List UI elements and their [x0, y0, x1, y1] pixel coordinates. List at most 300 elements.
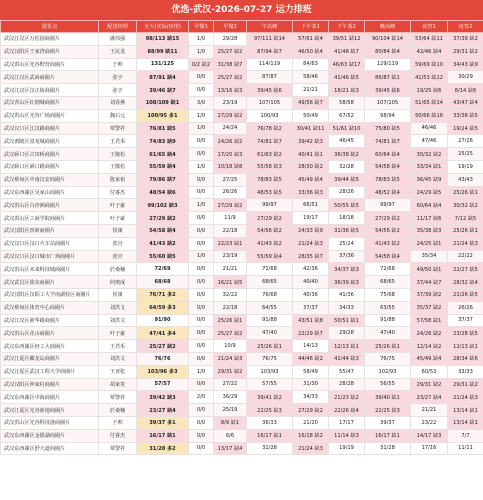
manager-cell: 何奥成	[99, 276, 137, 289]
shift-cell: 57/61 缺4	[293, 33, 329, 46]
shift-cell: 29/31 缺2	[214, 365, 247, 378]
shift-cell: 76/76	[137, 352, 189, 365]
shift-cell: 102/93	[365, 365, 411, 378]
pickup-point-cell: 武汉江夏区藏龙岛商圈片	[1, 352, 99, 365]
shift-cell: 36/29	[214, 391, 247, 404]
manager-cell: 于帅	[99, 58, 137, 71]
manager-cell: 王君禾	[99, 135, 137, 148]
shift-cell: 22/25 缺3	[365, 404, 411, 417]
shift-cell: 35/38 缺3	[411, 224, 448, 237]
shift-cell: 25/26 缺1	[247, 340, 293, 353]
manager-cell: 叶子豪	[99, 327, 137, 340]
shift-cell: 55/59 缺4	[137, 160, 189, 173]
shift-cell: 45/49 缺4	[293, 173, 329, 186]
shift-cell: 25/26 缺1	[448, 186, 483, 199]
shift-cell: 76/68	[247, 288, 293, 301]
shift-cell: 66/51	[293, 199, 329, 212]
shift-cell: 31/28	[365, 442, 411, 455]
shift-cell: 97/111 缺14	[247, 33, 293, 46]
shift-cell: 63/55	[365, 301, 411, 314]
shift-cell: 11/14 缺3	[329, 429, 365, 442]
shift-cell: 24/33 缺9	[293, 224, 329, 237]
col-header[interactable]: 配送经理	[99, 21, 137, 33]
shift-cell: 0/0	[189, 340, 214, 353]
shift-cell: 0/0	[189, 263, 214, 276]
shift-cell: 0/0	[189, 224, 214, 237]
table-row[interactable]	[1, 250, 483, 263]
table-row[interactable]	[1, 84, 483, 97]
table-row[interactable]	[1, 224, 483, 237]
shift-cell: 37/37	[448, 314, 483, 327]
shift-cell: 54/58 缺4	[365, 160, 411, 173]
shift-cell: 131/125	[137, 58, 189, 71]
table-row[interactable]	[1, 340, 483, 353]
shift-cell: 13/14 缺1	[448, 404, 483, 417]
shift-cell: 27/22	[214, 378, 247, 391]
shift-cell: 22/27 缺5	[448, 263, 483, 276]
table-row[interactable]	[1, 199, 483, 212]
shift-cell: 2/0	[189, 391, 214, 404]
shift-cell: 36/39 缺3	[329, 276, 365, 289]
shift-cell: 68/65	[247, 276, 293, 289]
pickup-point-cell: 武汉黄陂区盘龙城商圈片	[1, 135, 99, 148]
shift-cell: 50/55 缺5	[329, 199, 365, 212]
pickup-point-cell: 武汉洪山区未来科技城商圈片	[1, 263, 99, 276]
shift-cell: 22/18	[214, 301, 247, 314]
shift-cell: 68/65	[365, 276, 411, 289]
table-row[interactable]	[1, 263, 483, 276]
shift-cell: 34/33	[293, 391, 329, 404]
pickup-point-cell: 武汉东西湖区轻工大商圈片	[1, 340, 99, 353]
col-header[interactable]: 全天(实际/应排)	[137, 21, 189, 33]
shift-cell: 0/0	[189, 237, 214, 250]
shift-cell: 40/40	[293, 276, 329, 289]
shift-cell: 78/83 缺5	[247, 173, 293, 186]
shift-cell: 21/24 缺3	[293, 442, 329, 455]
shift-cell: 39/37 多1	[137, 416, 189, 429]
shift-cell: 19/19	[329, 442, 365, 455]
shift-cell: 25/27 缺2	[214, 327, 247, 340]
table-row[interactable]	[1, 327, 483, 340]
table-row[interactable]	[1, 173, 483, 186]
table-row[interactable]	[1, 122, 483, 135]
shift-cell: 23/19	[214, 250, 247, 263]
shift-cell: 30/32 缺2	[448, 199, 483, 212]
shift-cell: 68/68	[137, 276, 189, 289]
shift-cell: 1/0	[189, 33, 214, 46]
pickup-point-cell: 武汉江夏区光谷新地商圈片	[1, 404, 99, 417]
table-row[interactable]	[1, 96, 483, 109]
shift-cell: 28/30 缺2	[293, 160, 329, 173]
shift-cell: 30/32 缺2	[411, 148, 448, 161]
shift-cell: 53/64 缺11	[411, 33, 448, 46]
pickup-point-cell: 武汉江汉区汉正街商圈片	[1, 84, 99, 97]
shift-cell: 35/37 缺2	[411, 301, 448, 314]
table-row[interactable]	[1, 442, 483, 455]
shift-cell: 14/17 缺3	[411, 429, 448, 442]
table-row[interactable]	[1, 404, 483, 417]
shift-cell: 22/29 缺7	[293, 327, 329, 340]
table-row[interactable]	[1, 71, 483, 84]
pickup-point-cell: 武汉江汉区万松园商圈片	[1, 33, 99, 46]
shift-cell: 39/44 缺5	[329, 173, 365, 186]
shift-cell: 8/14 缺6	[448, 84, 483, 97]
manager-cell: 刘洪文	[99, 314, 137, 327]
shift-cell: 91/88	[247, 314, 293, 327]
shift-cell: 0/0	[189, 84, 214, 97]
col-header[interactable]: 夜宵1	[411, 21, 448, 33]
shift-cell: 60/53	[411, 365, 448, 378]
shift-cell: 21/24 缺3	[214, 352, 247, 365]
manager-cell: 侯康	[99, 288, 137, 301]
shift-cell: 54/58 缺4	[365, 250, 411, 263]
table-row[interactable]	[1, 45, 483, 58]
table-row[interactable]	[1, 276, 483, 289]
shift-cell: 21/24 缺3	[293, 237, 329, 250]
manager-cell: 叶子豪	[99, 212, 137, 225]
shift-cell: 24/29 缺5	[411, 186, 448, 199]
shift-cell: 47/46	[411, 135, 448, 148]
shift-cell: 26/26	[448, 301, 483, 314]
shift-cell: 75/68	[365, 288, 411, 301]
shift-cell: 24/26 缺2	[411, 327, 448, 340]
col-header[interactable]: 早餐1	[189, 21, 214, 33]
shift-cell: 1/0	[189, 199, 214, 212]
shift-cell: 11/11	[448, 442, 483, 455]
shift-cell: 61/63 缺2	[247, 148, 293, 161]
shift-cell: 27/29 缺2	[293, 404, 329, 417]
shift-cell: 36/38 缺2	[329, 148, 365, 161]
shift-cell: 22/23 缺1	[214, 237, 247, 250]
manager-cell: 付睿杰	[99, 186, 137, 199]
shift-cell: 25/27 缺2	[137, 340, 189, 353]
manager-cell: 付睿杰	[99, 429, 137, 442]
table-row[interactable]	[1, 148, 483, 161]
shift-cell: 39/40 缺1	[365, 391, 411, 404]
shift-cell: 0/0	[189, 314, 214, 327]
pickup-point-cell: 武汉硚口区硚口路商圈片	[1, 160, 99, 173]
shift-cell: 39/51 缺12	[329, 33, 365, 46]
table-row[interactable]	[1, 378, 483, 391]
shift-cell: 32/22	[214, 288, 247, 301]
table-row[interactable]	[1, 314, 483, 327]
shift-cell: 108/109 缺1	[137, 96, 189, 109]
pickup-point-cell: 武汉江汉区武商商圈片	[1, 71, 99, 84]
shift-cell: 46/46	[411, 122, 448, 135]
shift-cell: 41/44 缺3	[329, 352, 365, 365]
shift-cell: 76/75	[247, 352, 293, 365]
shift-cell: 29/28	[214, 33, 247, 46]
pickup-point-cell: 武汉洪山区光谷野营商圈片	[1, 58, 99, 71]
pickup-point-cell: 武汉东西湖区中海商圈片	[1, 391, 99, 404]
table-row[interactable]	[1, 352, 483, 365]
shift-cell: 7/12 缺5	[448, 212, 483, 225]
shift-cell: 24/25 缺1	[411, 237, 448, 250]
shift-cell: 27/26	[448, 135, 483, 148]
manager-cell: 陈家祖	[99, 173, 137, 186]
shift-cell: 41/36	[329, 288, 365, 301]
shift-cell: 76/78 缺2	[247, 122, 293, 135]
shift-cell: 21/21	[214, 263, 247, 276]
shift-cell: 0/0	[189, 288, 214, 301]
shift-cell: 16/21 缺5	[214, 276, 247, 289]
shift-cell: 23/19	[214, 96, 247, 109]
shift-cell: 14/13	[293, 340, 329, 353]
manager-cell: 张宇	[99, 71, 137, 84]
shift-cell: 0/0	[189, 148, 214, 161]
shift-cell: 23/28 缺5	[448, 327, 483, 340]
shift-cell: 23/27 缺4	[411, 391, 448, 404]
manager-cell: 覃警祥	[99, 122, 137, 135]
shift-cell: 29/31 缺2	[448, 378, 483, 391]
shift-cell: 0/0	[189, 173, 214, 186]
shift-cell: 50/51 缺1	[329, 314, 365, 327]
shift-cell: 7/7	[448, 429, 483, 442]
pickup-point-cell: 武汉硚口区古田桥商圈片	[1, 148, 99, 161]
col-header[interactable]: 早餐2	[214, 21, 247, 33]
col-header[interactable]: 午高峰	[247, 21, 293, 33]
report-title: 优选-武汉-2026-07-27 运力排班	[0, 0, 483, 20]
manager-cell: 王君禾	[99, 340, 137, 353]
shift-cell: 57/58 缺1	[411, 314, 448, 327]
manager-cell: 侯康	[99, 224, 137, 237]
shift-cell: 50/49	[293, 109, 329, 122]
shift-cell: 13/16 缺3	[214, 84, 247, 97]
shift-cell: 39/37	[365, 416, 411, 429]
shift-cell: 91/90	[137, 314, 189, 327]
shift-cell: 25/19	[214, 404, 247, 417]
table-row[interactable]	[1, 33, 483, 46]
shift-cell: 10/18 缺8	[214, 160, 247, 173]
shift-cell: 98/113 缺15	[137, 33, 189, 46]
shift-cell: 1/0	[189, 45, 214, 58]
manager-cell: 潘伟强	[99, 33, 137, 46]
table-row[interactable]	[1, 365, 483, 378]
shift-cell: 3/0	[189, 96, 214, 109]
shift-cell: 21/24 缺3	[448, 237, 483, 250]
pickup-point-cell: 武汉汉口区江汉路商圈片	[1, 122, 99, 135]
shift-cell: 43/43	[448, 173, 483, 186]
shift-cell: 98/94	[365, 109, 411, 122]
shift-cell: 1/0	[189, 122, 214, 135]
manager-cell: 张宫	[99, 250, 137, 263]
shift-cell: 39/42 缺3	[293, 135, 329, 148]
shift-cell: 30/29	[448, 71, 483, 84]
shift-cell: 58/58	[329, 96, 365, 109]
table-row[interactable]	[1, 237, 483, 250]
shift-cell: 61/65 缺4	[137, 148, 189, 161]
shift-cell: 48/54 缺6	[137, 186, 189, 199]
shift-cell: 35/34	[411, 250, 448, 263]
table-body	[1, 33, 483, 455]
shift-cell: 103/96 多3	[137, 365, 189, 378]
shift-cell: 107/105	[365, 96, 411, 109]
shift-cell: 0/2 缺2	[189, 58, 214, 71]
shift-cell: 25/26 缺1	[214, 314, 247, 327]
pickup-point-cell: 武汉洪山区花山商圈片	[1, 327, 99, 340]
shift-cell: 41/43 缺2	[247, 237, 293, 250]
table-row[interactable]	[1, 391, 483, 404]
shift-cell: 0/0	[189, 378, 214, 391]
shift-cell: 41/53 缺12	[411, 71, 448, 84]
shift-cell: 33/33	[448, 365, 483, 378]
shift-cell: 74/83 缺9	[137, 135, 189, 148]
pickup-point-cell: 武汉汉阳区钟家村商圈片	[1, 378, 99, 391]
pickup-point-cell: 武汉蔡甸区中南汉安商圈片	[1, 173, 99, 186]
shift-cell: 22/25 缺3	[247, 404, 293, 417]
manager-cell: 於桑楠	[99, 263, 137, 276]
shift-cell: 0/0	[189, 442, 214, 455]
shift-cell: 60/64 缺4	[411, 199, 448, 212]
shift-cell: 37/44 缺7	[411, 276, 448, 289]
pickup-point-cell: 武汉东西湖区金银湖商圈片	[1, 429, 99, 442]
shift-cell: 19/25 缺6	[411, 84, 448, 97]
shift-cell: 24/24	[214, 122, 247, 135]
pickup-point-cell: 武汉洪山区工商学院商圈片	[1, 212, 99, 225]
shift-cell: 34/43 缺9	[448, 58, 483, 71]
shift-cell: 26/26	[214, 186, 247, 199]
shift-cell: 87/87	[247, 71, 293, 84]
shift-cell: 49/50 缺1	[411, 263, 448, 276]
col-header[interactable]: 提货点	[1, 21, 99, 33]
shift-cell: 13/17 缺4	[214, 442, 247, 455]
shift-cell: 49/56 缺7	[293, 96, 329, 109]
col-header[interactable]: 下午茶2	[329, 21, 365, 33]
shift-cell: 23/22	[411, 416, 448, 429]
shift-cell: 76/71 多2	[137, 288, 189, 301]
shift-cell: 78/83 缺5	[365, 173, 411, 186]
shift-cell: 42/36	[293, 263, 329, 276]
shift-cell: 88/99 缺11	[137, 45, 189, 58]
shift-cell: 36/33	[247, 416, 293, 429]
shift-cell: 47/40	[365, 327, 411, 340]
shift-cell: 51/61 缺10	[329, 122, 365, 135]
shift-cell: 21/26 缺5	[448, 288, 483, 301]
shift-cell: 10/9	[214, 340, 247, 353]
shift-cell: 76/81 缺5	[137, 122, 189, 135]
shift-cell: 22/22	[448, 250, 483, 263]
shift-cell: 72/69	[137, 263, 189, 276]
table-row[interactable]	[1, 186, 483, 199]
shift-cell: 99/97	[365, 199, 411, 212]
shift-cell: 28/32 缺4	[448, 276, 483, 289]
shift-cell: 31/38 缺7	[214, 58, 247, 71]
shift-cell: 99/97	[247, 199, 293, 212]
shift-cell: 54/56 缺2	[247, 224, 293, 237]
manager-cell: 刘春燕	[99, 96, 137, 109]
shift-cell: 31/28	[247, 442, 293, 455]
shift-cell: 33/38 缺5	[448, 109, 483, 122]
col-header[interactable]: 晚高峰	[365, 21, 411, 33]
col-header[interactable]: 夜宵2	[448, 21, 483, 33]
manager-cell: 於桑楠	[99, 404, 137, 417]
shift-cell: 72/68	[365, 263, 411, 276]
pickup-point-cell: 武汉汉口区汉口城市广场商圈片	[1, 250, 99, 263]
shift-cell: 50/66 缺16	[411, 109, 448, 122]
shift-cell: 100/95 多1	[137, 109, 189, 122]
shift-cell: 39/41 缺2	[247, 391, 293, 404]
shift-cell: 42/46 缺4	[411, 45, 448, 58]
shift-cell: 74/81 缺7	[365, 135, 411, 148]
shift-cell: 87/94 缺7	[247, 45, 293, 58]
shift-cell: 6/6	[214, 429, 247, 442]
shift-cell: 80/84 缺4	[365, 45, 411, 58]
shift-cell: 18/21 缺3	[329, 84, 365, 97]
shift-cell: 27/29 缺2	[214, 199, 247, 212]
shift-cell: 107/105	[247, 96, 293, 109]
table-row[interactable]	[1, 288, 483, 301]
shift-cell: 28/28	[329, 378, 365, 391]
shift-cell: 31/30	[293, 378, 329, 391]
shift-cell: 12/13 缺1	[329, 340, 365, 353]
shift-cell: 0/0	[189, 135, 214, 148]
table-row[interactable]	[1, 212, 483, 225]
table-row[interactable]	[1, 109, 483, 122]
shift-cell: 18/18	[329, 212, 365, 225]
shift-cell: 28/26	[329, 186, 365, 199]
shift-cell: 60/64 缺4	[365, 148, 411, 161]
shift-cell: 76/75	[365, 352, 411, 365]
manager-cell: 王民龙	[99, 45, 137, 58]
shift-cell: 29/31 缺2	[448, 45, 483, 58]
table-row[interactable]	[1, 160, 483, 173]
shift-cell: 31/36 缺5	[329, 224, 365, 237]
shift-cell: 54/56 缺2	[365, 224, 411, 237]
col-header[interactable]: 下午茶1	[293, 21, 329, 33]
shift-cell: 99/102 缺3	[137, 199, 189, 212]
shift-cell: 37/37	[293, 301, 329, 314]
shift-cell: 28/35 缺7	[293, 250, 329, 263]
shift-cell: 40/36	[293, 288, 329, 301]
shift-cell: 87/91 缺4	[137, 71, 189, 84]
shift-cell: 0/0	[189, 212, 214, 225]
shift-cell: 25/25	[448, 148, 483, 161]
shift-cell: 129/119	[365, 58, 411, 71]
table-row[interactable]	[1, 429, 483, 442]
shift-cell: 34/33	[329, 301, 365, 314]
shift-cell: 48/53 缺5	[247, 186, 293, 199]
shift-cell: 74/81 缺7	[247, 135, 293, 148]
shift-cell: 27/29 缺2	[214, 109, 247, 122]
shift-cell: 29/28	[329, 327, 365, 340]
pickup-point-cell: 武汉江夏区武汉工程大学商圈片	[1, 365, 99, 378]
manager-cell: 叶子豪	[99, 199, 137, 212]
shift-cell: 36/45 缺9	[411, 173, 448, 186]
manager-cell: 王敬松	[99, 160, 137, 173]
pickup-point-cell: 武汉洪山区光谷广场商圈片	[1, 109, 99, 122]
table-row[interactable]	[1, 416, 483, 429]
shift-cell: 33/36 缺3	[293, 186, 329, 199]
shift-cell: 17/17	[329, 416, 365, 429]
shift-cell: 58/46	[293, 71, 329, 84]
table-row[interactable]	[1, 58, 483, 71]
shift-cell: 41/43 缺2	[137, 237, 189, 250]
shift-cell: 75/80 缺5	[365, 122, 411, 135]
manager-cell: 覃警祥	[99, 442, 137, 455]
shift-cell: 103/93	[247, 365, 293, 378]
table-row[interactable]	[1, 135, 483, 148]
manager-cell: 刘洪文	[99, 352, 137, 365]
shift-cell: 64/59 多3	[137, 301, 189, 314]
table-row[interactable]	[1, 301, 483, 314]
manager-cell: 王敬松	[99, 148, 137, 161]
shift-cell: 79/86 缺7	[137, 173, 189, 186]
shift-cell: 71/68	[247, 263, 293, 276]
shift-cell: 34/37 缺3	[329, 263, 365, 276]
shift-cell: 32/28	[329, 160, 365, 173]
pickup-point-cell: 武汉武昌区徐东商圈片	[1, 276, 99, 289]
shift-cell: 11/17 缺6	[411, 212, 448, 225]
